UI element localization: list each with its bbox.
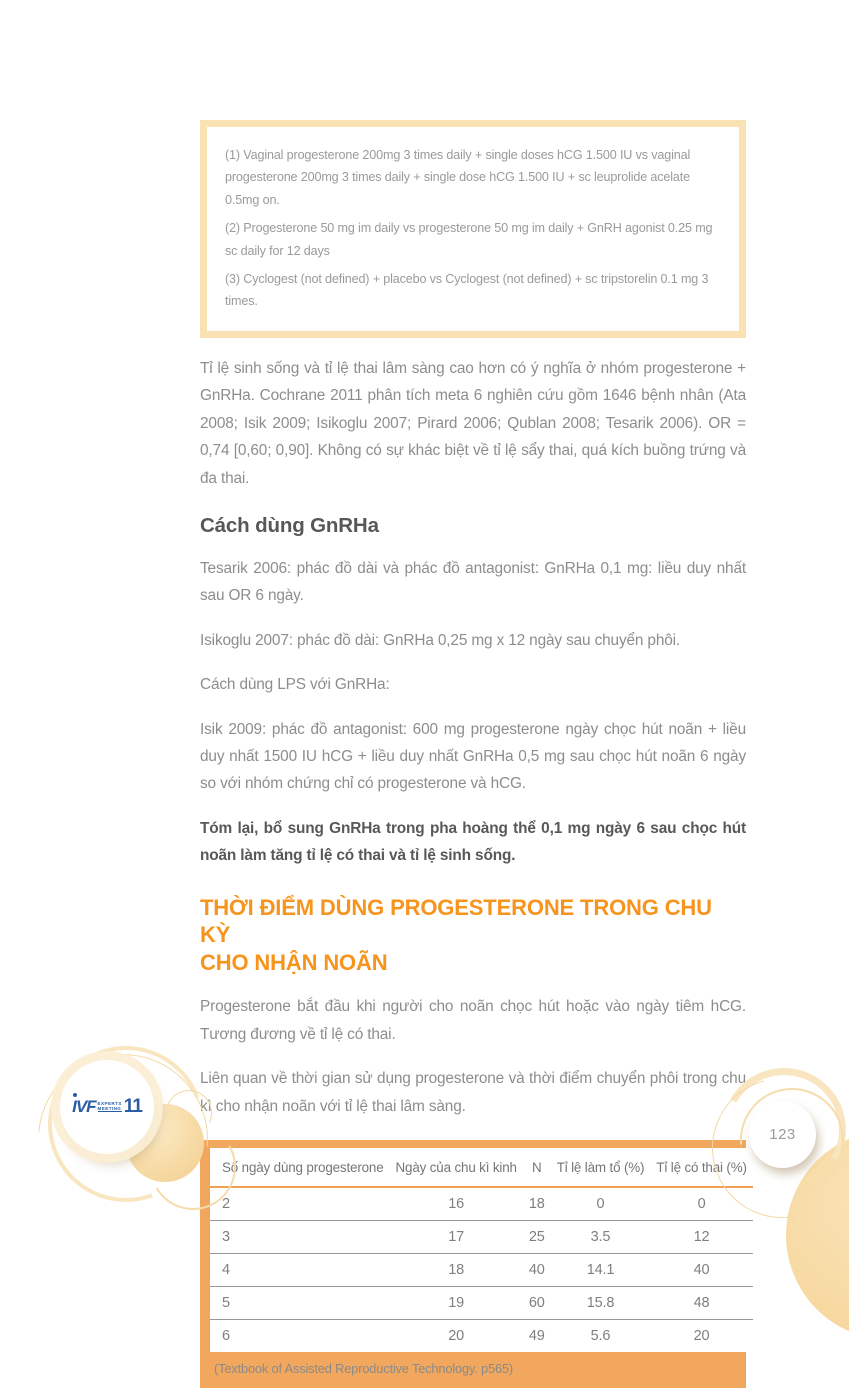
heading-line-1: THỜI ĐIỂM DÙNG PROGESTERONE TRONG CHU KỲ [200,894,712,948]
table-row [210,1187,753,1221]
table-cell: 18 [390,1253,523,1286]
page-number-badge [749,1101,816,1168]
table-cell: 4 [210,1253,390,1286]
section-heading-timing [200,894,746,977]
table-row [210,1319,753,1352]
logo-edition-number: 11 [123,1096,142,1117]
ivf-logo-circle [60,1060,154,1154]
paragraph-isik: Isik 2009: phác đồ antagonist: 600 mg progesterone ngày chọc hút noãn + liều duy nhất 1500 IU hCG + liều duy nhất GnRHa 0,5 mg sau chọc hút noãn 6 ngày so với nhóm chứng chỉ có progesterone và hCG. [200,720,746,793]
table-cell: 5.6 [590,1327,611,1344]
table-cell: 20 [448,1327,465,1344]
table-header-row [210,1148,753,1187]
table-cell: 60 [523,1286,551,1319]
table-cell: 12 [650,1220,752,1253]
table-cell: 20 [693,1327,710,1344]
page-number-cluster [700,1072,849,1200]
table-header-cell: Ngày của chu kì kinh [390,1148,523,1187]
results-table [200,1140,746,1388]
paragraph-timing-1: Progesterone bắt đầu khi người cho noãn chọc hút hoặc vào ngày tiêm hCG. Tương đương về tỉ lệ có thai. [200,998,746,1043]
table-cell: 18 [523,1187,551,1221]
paragraph-tesarik: Tesarik 2006: phác đồ dài và phác đồ antagonist: GnRHa 0,1 mg: liều duy nhất sau OR 6 ngày. [200,559,746,605]
logo-ivf-text: IVF [72,1097,96,1116]
logo-experts-meeting-text [98,1102,122,1113]
table-cell: 0 [551,1187,651,1221]
table-row [210,1253,753,1286]
table-cell: 40 [650,1253,752,1286]
page-content [200,120,746,1388]
paragraph-lps: Cách dùng LPS với GnRHa: [200,676,390,694]
summary-paragraph: Tóm lại, bổ sung GnRHa trong pha hoàng thể 0,1 mg ngày 6 sau chọc hút noãn làm tăng tỉ lệ có thai và tỉ lệ sinh sống. [200,819,746,865]
footer-logo-cluster [38,1046,258,1200]
table-cell: 49 [528,1327,545,1344]
logo-experts: EXPERTS [97,1100,122,1106]
paragraph-isikoglu: Isikoglu 2007: phác đồ dài: GnRHa 0,25 mg x 12 ngày sau chuyển phôi. [200,631,681,649]
table-cell: 16 [390,1187,523,1221]
table-header-cell: N [523,1148,551,1187]
heading-line-2: CHO NHẬN NOÃN [200,949,388,975]
table-caption: (Textbook of Assisted Reproductive Technology. p565) [214,1360,514,1376]
section-heading-gnrha: Cách dùng GnRHa [200,513,379,537]
note-line-1: (1) Vaginal progesterone 200mg 3 times daily + single doses hCG 1.500 IU vs vaginal progesterone 200mg 3 times daily + single dose hCG 1.500 IU + sc leuprolide acelate 0.5mg on. [225,148,691,207]
table-cell: 15.8 [551,1286,651,1319]
table-cell: 3 [210,1220,390,1253]
table-row [210,1286,753,1319]
table-header-cell: Số ngày dùng progesterone [210,1148,390,1187]
note-line-2: (2) Progesterone 50 mg im daily vs progesterone 50 mg im daily + GnRH agonist 0.25 mg sc daily for 12 days [225,221,713,258]
intro-paragraph: Tỉ lệ sinh sống và tỉ lệ thai lâm sàng cao hơn có ý nghĩa ở nhóm progesterone + GnRHa. Cochrane 2011 phân tích meta 6 nghiên cứu gồm 1646 bệnh nhân (Ata 2008; Isik 2009; Isikoglu 2007; Pirard 2006; Qublan 2008; Tesarik 2006). OR = 0,74 [0,60; 0,90]. Không có sự khác biệt về tỉ lệ sẩy thai, quá kích buồng trứng và đa thai. [200,359,746,487]
table-cell: 19 [390,1286,523,1319]
table-cell: 3.5 [551,1220,651,1253]
paragraph-timing-2: Liên quan về thời gian sử dụng progesterone và thời điểm chuyển phôi trong chu kì cho nhận noãn với tỉ lệ thai lâm sàng. [200,1070,746,1115]
ivf-experts-meeting-logo [72,1096,142,1118]
note-line-3: (3) Cyclogest (not defined) + placebo vs Cyclogest (not defined) + sc tripstorelin 0.1 mg 3 times. [225,272,709,309]
table-cell: 48 [650,1286,752,1319]
table-header-cell: Tỉ lệ có thai (%) [650,1148,752,1187]
note-box [200,120,746,338]
table-cell: 40 [523,1253,551,1286]
page-number: 123 [769,1126,796,1143]
table-cell: 0 [650,1187,752,1221]
table-cell: 5 [210,1286,390,1319]
table-cell: 25 [523,1220,551,1253]
table-header-cell: Tỉ lệ làm tổ (%) [551,1148,651,1187]
table-cell: 2 [210,1187,390,1221]
logo-meeting: MEETING [97,1105,122,1111]
table-cell: 14.1 [551,1253,651,1286]
table-cell: 17 [390,1220,523,1253]
table-row [210,1220,753,1253]
table-cell: 6 [222,1327,230,1344]
